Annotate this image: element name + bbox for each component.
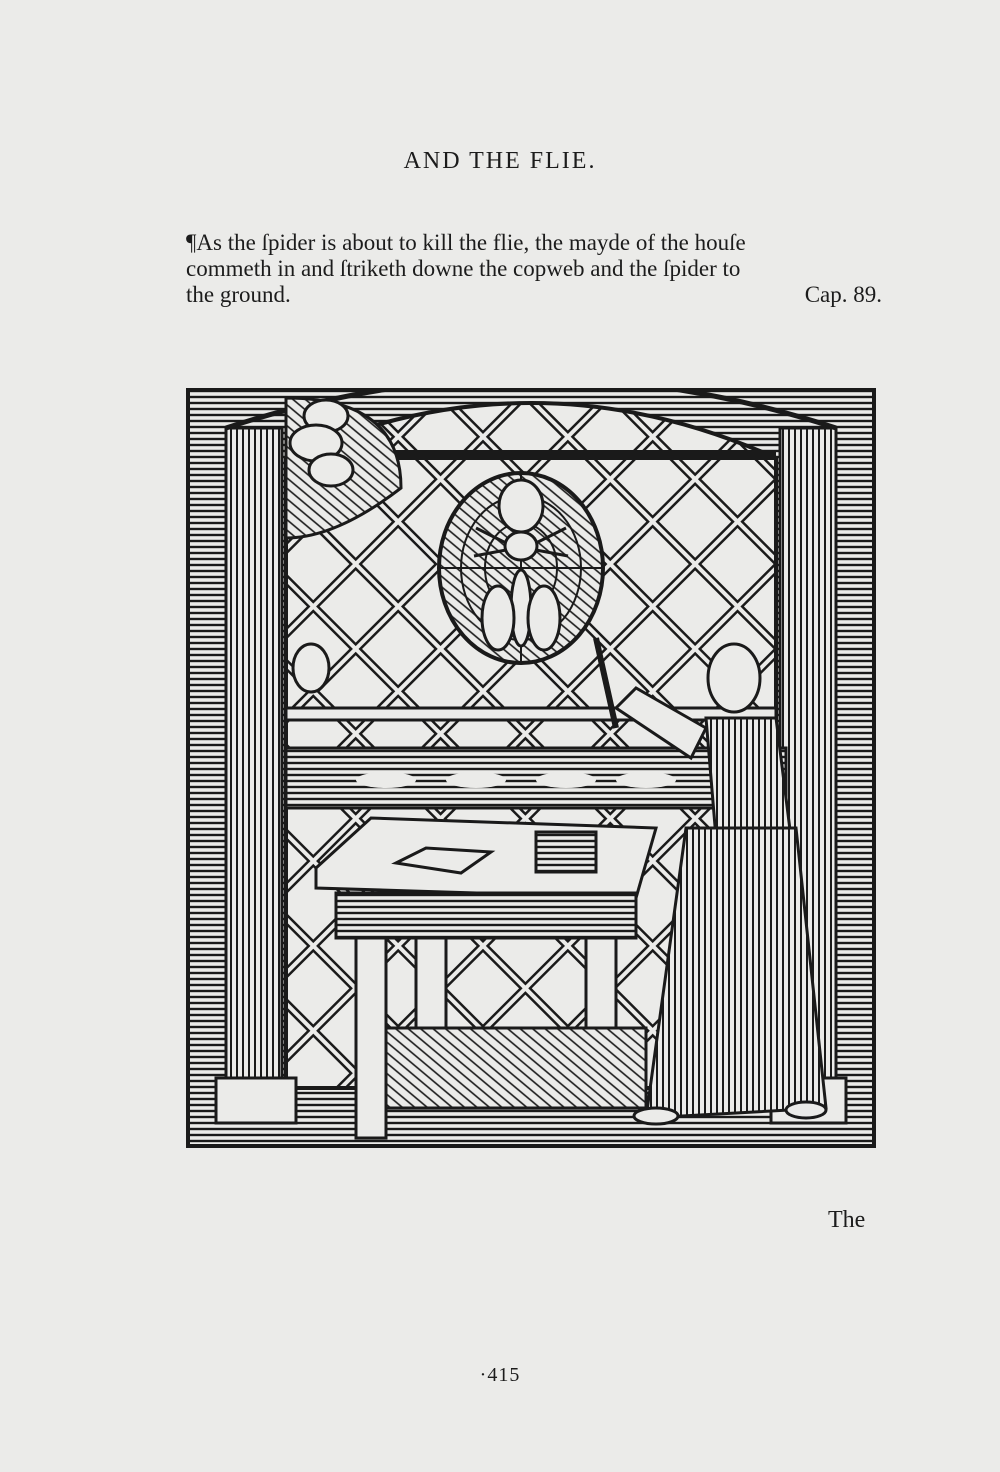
left-column-base: [216, 1078, 296, 1123]
woodcut-svg: [186, 388, 876, 1148]
left-column: [226, 428, 282, 1088]
book-on-table: [536, 832, 596, 872]
caption-line-1: ¶As the ſpider is about to kill the flie, the mayde of the houſe: [186, 230, 746, 255]
catchword: The: [828, 1207, 866, 1233]
chapter-number: Cap. 89.: [804, 282, 882, 307]
peeking-face: [293, 644, 329, 692]
figure-caption: [186, 230, 882, 308]
running-head: AND THE FLIE.: [403, 148, 597, 174]
window-sill-rail: [286, 708, 776, 720]
caption-line-2: commeth in and ſtriketh downe the copweb and the ſpider to: [186, 256, 741, 281]
caption-line-3: the ground.: [186, 282, 291, 307]
page-number: ·415: [479, 1364, 521, 1386]
woodcut-illustration: [186, 388, 876, 1148]
caption-line-3-row: [186, 282, 882, 308]
